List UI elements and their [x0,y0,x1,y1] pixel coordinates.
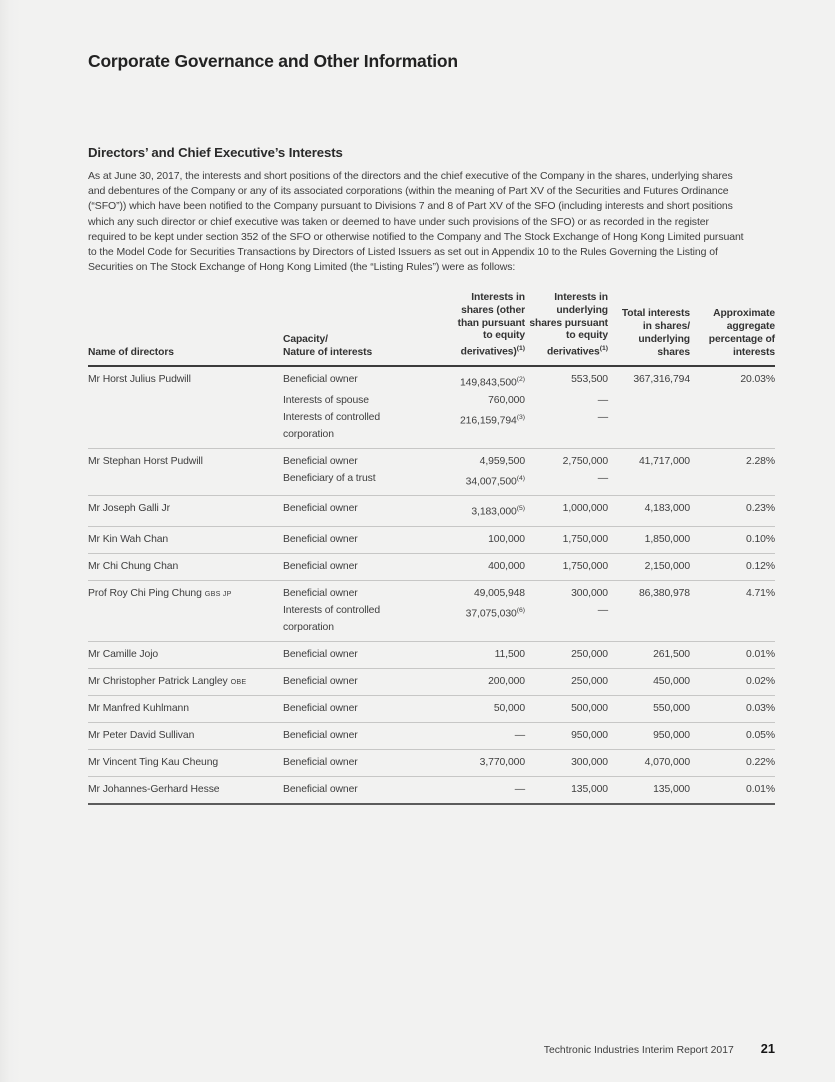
director-name-cell: Mr Joseph Galli Jr [88,503,170,515]
underlying-cell: — [597,472,608,484]
footnote-ref: (3) [516,413,525,421]
total-cell: 261,500 [653,648,690,660]
capacity-cell: Beneficial owner [283,374,358,386]
total-cell: 4,070,000 [644,756,690,768]
director-name-cell: Mr Horst Julius Pudwill [88,374,191,386]
table-row [88,531,775,548]
underlying-cell: 1,750,000 [562,560,608,572]
shares-cell: 49,005,948 [473,587,525,599]
intro-line: to the Model Code for Securities Transactions by Directors of Listed Issuers as set out in Appendix 10 to the Rules Governing the Listing of [88,246,718,259]
director-group [88,554,775,581]
director-name-cell: Mr Vincent Ting Kau Cheung [88,756,219,768]
percentage-cell: 0.02% [746,675,775,687]
shares-cell: 100,000 [488,533,525,545]
total-cell: 86,380,978 [638,587,690,599]
capacity-cell: Interests of spouse [283,394,369,406]
intro-paragraph [88,169,778,275]
table-row [88,453,775,470]
table-row [88,371,775,391]
percentage-cell: 2.28% [746,455,775,467]
director-group [88,496,775,526]
page-title: Corporate Governance and Other Information [88,51,458,71]
shares-cell: 200,000 [488,675,525,687]
director-group [88,367,775,448]
director-name-cell [88,470,283,490]
capacity-cell: Beneficial owner [283,503,358,515]
director-name-cell: Mr Manfred Kuhlmann [88,702,189,714]
total-cell: 41,717,000 [638,455,690,467]
percentage-cell [690,470,775,490]
underlying-cell: 300,000 [571,587,608,599]
underlying-cell: 950,000 [571,729,608,741]
intro-line: (“SFO”)) which have been notified to the Company pursuant to Divisions 7 and 8 of Part XV of the SFO (including interests and short positions [88,200,733,213]
footnote-ref: (5) [516,505,525,513]
footnote-ref: (2) [516,376,525,384]
capacity-cell: Beneficial owner [283,702,358,714]
total-cell: 367,316,794 [633,374,690,386]
director-group [88,642,775,669]
section-heading: Directors’ and Chief Executive’s Interests [88,145,343,160]
total-cell: 450,000 [653,675,690,687]
shares-cell: 4,959,500 [479,455,525,467]
capacity-cell: Interests of controlled corporation [283,411,381,440]
underlying-cell: 500,000 [571,702,608,714]
underlying-cell: 135,000 [571,783,608,795]
total-cell [608,392,690,409]
shares-cell: 37,075,030$^{(6)}$ [465,606,525,620]
intro-line: which any such director or chief executive was taken or deemed to have under such provisions of the SFO) or as recorded in the register [88,215,709,228]
director-group [88,581,775,642]
col-header-total: Total interests in shares/ underlying shares [621,308,690,358]
capacity-cell: Beneficial owner [283,533,358,545]
underlying-cell: 300,000 [571,756,608,768]
shares-cell: 11,500 [494,648,525,660]
percentage-cell: 0.01% [746,648,775,660]
table-row [88,673,775,690]
total-cell: 4,183,000 [644,503,690,515]
underlying-cell: — [597,411,608,423]
table-row [88,781,775,798]
intro-line: and debentures of the Company or any of its associated corporations (within the meaning of Part XV of the Securities and Futures Ordinance [88,185,729,198]
percentage-cell: 4.71% [746,587,775,599]
table-row [88,500,775,520]
directors-interests-table [88,292,775,805]
total-cell: 950,000 [653,729,690,741]
capacity-cell: Beneficial owner [283,729,358,741]
underlying-cell: — [597,604,608,616]
col-header-capacity: Capacity/ Nature of interests [283,333,373,358]
shares-cell: 149,843,500$^{(2)}$ [460,376,525,389]
director-group [88,696,775,723]
table-row [88,558,775,575]
shares-cell: 3,183,000$^{(5)}$ [471,505,525,518]
footnote-ref: (1) [516,345,525,353]
total-cell: 1,850,000 [644,533,690,545]
table-row [88,470,775,490]
percentage-cell: 0.23% [746,503,775,515]
percentage-cell [690,392,775,409]
underlying-cell: — [597,394,608,406]
director-name-cell: Mr Christopher Patrick Langley OBE [88,675,247,687]
percentage-cell: 0.12% [746,560,775,572]
capacity-cell: Beneficial owner [283,455,358,467]
director-group [88,723,775,750]
underlying-cell: 553,500 [571,374,608,386]
col-header-underlying: Interests in underlying shares pursuant to equity derivatives$^{(1)}$ [529,292,608,358]
total-cell [608,602,690,636]
director-group [88,669,775,696]
honours-suffix: OBE [230,676,247,686]
capacity-cell: Interests of controlled corporation [283,604,381,633]
page-footer [0,1041,775,1056]
underlying-cell: 1,750,000 [562,533,608,545]
percentage-cell: 0.22% [746,756,775,768]
director-name-cell [88,409,283,443]
capacity-cell: Beneficiary of a trust [283,472,376,484]
table-row [88,409,775,443]
report-name: Techtronic Industries Interim Report 2017 [543,1045,734,1056]
total-cell [608,470,690,490]
percentage-cell: 0.03% [746,702,775,714]
total-cell: 2,150,000 [644,560,690,572]
page-number: 21 [760,1041,775,1056]
director-group [88,750,775,777]
underlying-cell: 2,750,000 [562,455,608,467]
percentage-cell: 20.03% [740,374,775,386]
shares-cell: 50,000 [493,702,525,714]
capacity-cell: Beneficial owner [283,587,358,599]
director-name-cell: Mr Kin Wah Chan [88,533,169,545]
shares-cell: 216,159,794$^{(3)}$ [460,413,525,427]
underlying-cell: 250,000 [571,675,608,687]
shares-cell: 760,000 [488,394,525,406]
table-row [88,585,775,602]
table-row [88,392,775,409]
footnote-ref: (1) [599,345,608,353]
director-name-cell: Mr Camille Jojo [88,648,159,660]
director-name-cell: Prof Roy Chi Ping Chung GBS JP [88,587,232,599]
total-cell [608,409,690,443]
table-header-row [88,292,775,367]
percentage-cell [690,409,775,443]
director-name-cell: Mr Peter David Sullivan [88,729,195,741]
total-cell: 135,000 [653,783,690,795]
director-name-cell [88,392,283,409]
director-group [88,449,775,496]
col-header-name: Name of directors [88,346,174,358]
table-row [88,727,775,744]
underlying-cell: 1,000,000 [562,503,608,515]
footnote-ref: (6) [516,606,525,614]
percentage-cell: 0.01% [746,783,775,795]
shares-cell: 400,000 [488,560,525,572]
table-row [88,754,775,771]
percentage-cell [690,602,775,636]
director-name-cell: Mr Johannes-Gerhard Hesse [88,783,220,795]
table-row [88,646,775,663]
shares-cell: — [514,783,525,795]
col-header-percentage: Approximate aggregate percentage of interests [708,308,775,358]
percentage-cell: 0.05% [746,729,775,741]
capacity-cell: Beneficial owner [283,560,358,572]
underlying-cell: 250,000 [571,648,608,660]
capacity-cell: Beneficial owner [283,756,358,768]
table-row [88,602,775,636]
shares-cell: 34,007,500$^{(4)}$ [465,474,525,488]
director-name-cell: Mr Chi Chung Chan [88,560,179,572]
table-row [88,700,775,717]
percentage-cell: 0.10% [746,533,775,545]
intro-line: required to be kept under section 352 of the SFO or otherwise notified to the Company and The Stock Exchange of Hong Kong Limited pursuant [88,230,744,243]
footnote-ref: (4) [516,474,525,482]
shares-cell: — [514,729,525,741]
intro-line: As at June 30, 2017, the interests and short positions of the directors and the chief executive of the Company in the shares, underlying shares [88,170,733,182]
capacity-cell: Beneficial owner [283,675,358,687]
capacity-cell: Beneficial owner [283,783,358,795]
director-group [88,527,775,554]
director-name-cell [88,602,283,636]
intro-line: Securities on The Stock Exchange of Hong Kong Limited (the “Listing Rules”) were as follows: [88,261,516,274]
shares-cell: 3,770,000 [479,756,525,768]
total-cell: 550,000 [653,702,690,714]
honours-suffix: GBS JP [204,588,232,598]
capacity-cell: Beneficial owner [283,648,358,660]
col-header-shares: Interests in shares (other than pursuant to equity derivatives)$^{(1)}$ [457,292,525,358]
director-name-cell: Mr Stephan Horst Pudwill [88,455,203,467]
director-group [88,777,775,805]
